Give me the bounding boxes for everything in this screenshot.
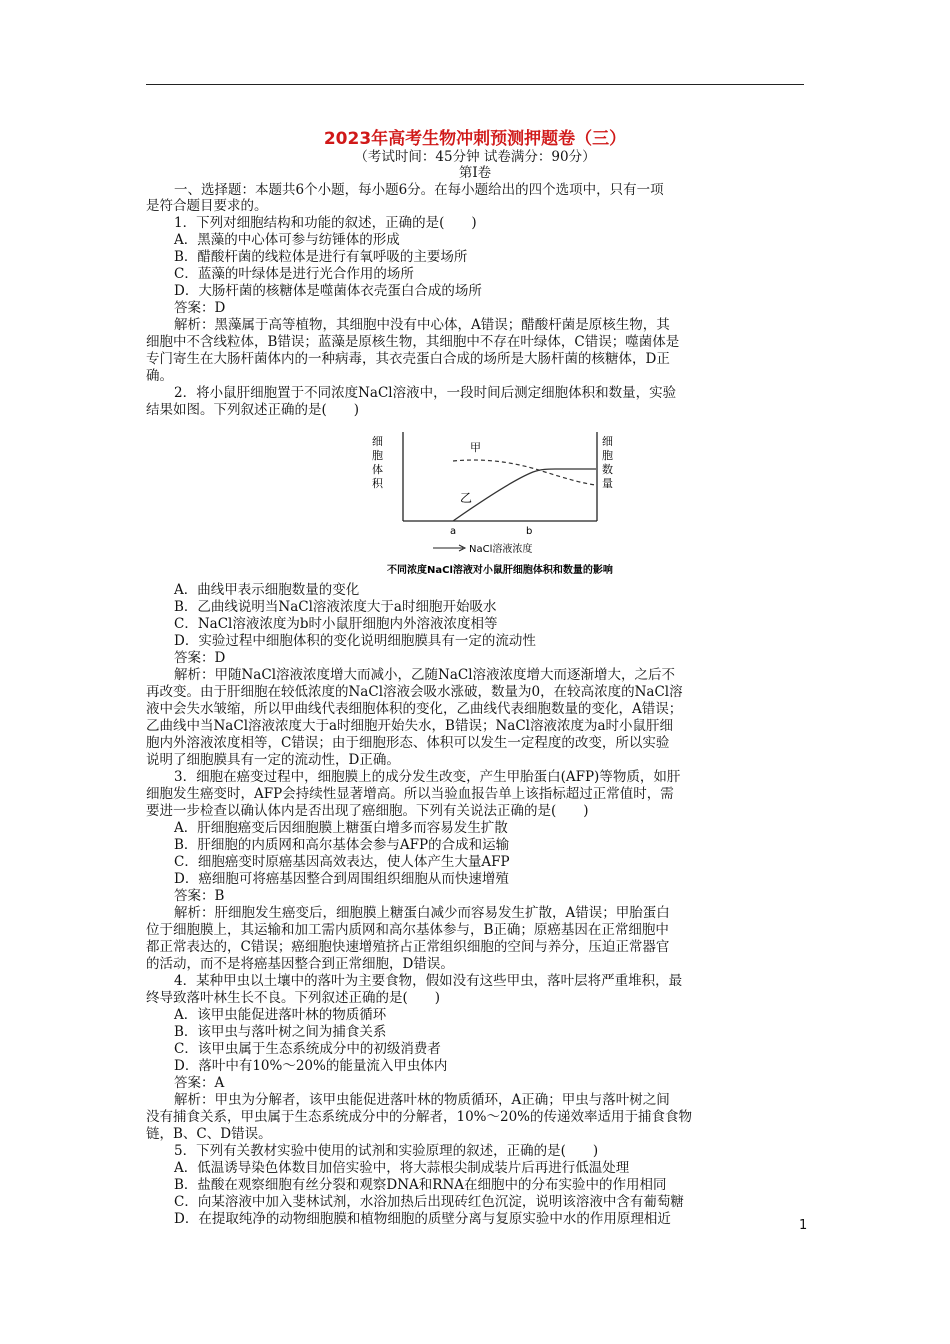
q2-analysis-line: 再改变。由于肝细胞在较低浓度的NaCl溶液会吸水涨破，数量为0，在较高浓度的NaCl溶 [146, 684, 683, 700]
figure-caption: 不同浓度NaCl溶液对小鼠肝细胞体积和数量的影响 [387, 565, 613, 576]
q2-analysis-line: 解析：甲随NaCl溶液浓度增大而减小，乙随NaCl溶液浓度增大而逐渐增大，之后不 [174, 667, 676, 683]
q1-stem: 1．下列对细胞结构和功能的叙述，正确的是( ) [174, 215, 477, 231]
tick-a: a [450, 526, 457, 537]
q3-option-a: A．肝细胞癌变后因细胞膜上糖蛋白增多而容易发生扩散 [174, 820, 508, 836]
q2-answer: 答案：D [174, 650, 226, 666]
q4-analysis-line: 没有捕食关系，甲虫属于生态系统成分中的分解者，10%～20%的传递效率适用于捕食食物 [146, 1109, 693, 1125]
y-left-char: 积 [372, 477, 383, 490]
q4-option-b: B．该甲虫与落叶树之间为捕食关系 [174, 1024, 387, 1040]
q1-option-a: A．黑藻的中心体可参与纺锤体的形成 [174, 232, 400, 248]
q1-option-d: D．大肠杆菌的核糖体是噬菌体衣壳蛋白合成的场所 [174, 283, 482, 299]
q4-analysis-line: 解析：甲虫为分解者，该甲虫能促进落叶林的物质循环，A正确；甲虫与落叶树之间 [174, 1092, 670, 1108]
curve-yi [453, 469, 596, 521]
q1-analysis-line: 确。 [146, 368, 173, 384]
exam-info: （考试时间：45分钟 试卷满分：90分） [354, 149, 596, 165]
q3-option-c: C．细胞癌变时原癌基因高效表达，使人体产生大量AFP [174, 854, 510, 870]
y-right-char: 量 [602, 477, 613, 490]
y-right-char: 数 [602, 463, 613, 476]
q2-option-c: C．NaCl溶液浓度为b时小鼠肝细胞内外溶液浓度相等 [174, 616, 498, 632]
tick-b: b [526, 526, 533, 537]
q4-answer: 答案：A [174, 1075, 225, 1091]
q4-option-a: A．该甲虫能促进落叶林的物质循环 [174, 1007, 387, 1023]
q2-option-b: B．乙曲线说明当NaCl溶液浓度大于a时细胞开始吸水 [174, 599, 497, 615]
q3-answer: 答案：B [174, 888, 225, 904]
q1-analysis-line: 细胞中不含线粒体，B错误；蓝藻是原核生物，其细胞中不存在叶绿体，C错误；噬菌体是 [146, 334, 680, 350]
section-intro: 一、选择题：本题共6个小题，每小题6分。在每小题给出的四个选项中，只有一项 [174, 182, 664, 198]
q3-stem-cont: 要进一步检查以确认体内是否出现了癌细胞。下列有关说法正确的是( ) [146, 803, 589, 819]
q3-analysis-line: 解析：肝细胞发生癌变后，细胞膜上糖蛋白减少而容易发生扩散，A错误；甲胎蛋白 [174, 905, 670, 921]
nacl-figure [365, 428, 635, 578]
curve-jia-label: 甲 [470, 441, 481, 454]
q2-option-a: A．曲线甲表示细胞数量的变化 [174, 582, 360, 598]
q2-analysis-line: 胞内外溶液浓度相等，C错误；由于细胞形态、体积可以发生一定程度的改变，所以实验 [146, 735, 670, 751]
q1-analysis-line: 解析：黑藻属于高等植物，其细胞中没有中心体，A错误；醋酸杆菌是原核生物，其 [174, 317, 670, 333]
q4-option-c: C．该甲虫属于生态系统成分中的初级消费者 [174, 1041, 441, 1057]
page-number: 1 [799, 1218, 808, 1233]
y-left-char: 胞 [372, 449, 383, 462]
x-axis-label: NaCl溶液浓度 [469, 544, 533, 555]
q3-analysis-line: 位于细胞膜上，其运输和加工需内质网和高尔基体参与，B正确；原癌基因在正常细胞中 [146, 922, 669, 938]
q4-option-d: D．落叶中有10%～20%的能量流入甲虫体内 [174, 1058, 448, 1074]
q3-option-d: D．癌细胞可将癌基因整合到周围组织细胞从而快速增殖 [174, 871, 509, 887]
y-right-char: 胞 [602, 449, 613, 462]
q2-analysis-line: 液中会失水皱缩，所以甲曲线代表细胞体积的变化，乙曲线代表细胞数量的变化，A错误； [146, 701, 683, 717]
q3-analysis-line: 的活动，而不是将癌基因整合到正常细胞，D错误。 [146, 956, 454, 972]
section-intro-cont: 是符合题目要求的。 [146, 198, 268, 214]
q4-stem-cont: 终导致落叶林生长不良。下列叙述正确的是( ) [146, 990, 441, 1006]
q2-analysis-line: 说明了细胞膜具有一定的流动性，D正确。 [146, 752, 400, 768]
q5-stem: 5．下列有关教材实验中使用的试剂和实验原理的叙述，正确的是( ) [174, 1143, 599, 1159]
q1-analysis-line: 专门寄生在大肠杆菌体内的一种病毒，其衣壳蛋白合成的场所是大肠杆菌的核糖体，D正 [146, 351, 670, 367]
q3-stem-cont: 细胞发生癌变时，AFP会持续性显著增高。所以当验血报告单上该指标超过正常值时，需 [146, 786, 674, 802]
paper-title: 2023年高考生物冲刺预测押题卷（三） [323, 129, 627, 149]
q4-stem: 4．某种甲虫以土壤中的落叶为主要食物，假如没有这些甲虫，落叶层将严重堆积，最 [174, 973, 683, 989]
curve-jia [453, 460, 596, 485]
y-right-char: 细 [602, 435, 613, 448]
q1-option-b: B．醋酸杆菌的线粒体是进行有氧呼吸的主要场所 [174, 249, 468, 265]
q3-option-b: B．肝细胞的内质网和高尔基体会参与AFP的合成和运输 [174, 837, 510, 853]
y-left-char: 细 [372, 435, 383, 448]
q5-option-c: C．向某溶液中加入斐林试剂，水浴加热后出现砖红色沉淀，说明该溶液中含有葡萄糖 [174, 1194, 684, 1210]
q4-analysis-line: 链，B、C、D错误。 [146, 1126, 272, 1142]
q5-option-b: B．盐酸在观察细胞有丝分裂和观察DNA和RNA在细胞中的分布实验中的作用相同 [174, 1177, 667, 1193]
q5-option-d: D．在提取纯净的动物细胞膜和植物细胞的质壁分离与复原实验中水的作用原理相近 [174, 1211, 671, 1227]
q2-stem-cont: 结果如图。下列叙述正确的是( ) [146, 402, 360, 418]
q3-analysis-line: 都正常表达的，C错误；癌细胞快速增殖挤占正常组织细胞的空间与养分，压迫正常器官 [146, 939, 670, 955]
q1-answer: 答案：D [174, 300, 226, 316]
q3-stem: 3．细胞在癌变过程中，细胞膜上的成分发生改变，产生甲胎蛋白(AFP)等物质，如肝 [174, 769, 681, 785]
q1-option-c: C．蓝藻的叶绿体是进行光合作用的场所 [174, 266, 414, 282]
curve-yi-label: 乙 [460, 491, 473, 505]
q2-stem: 2．将小鼠肝细胞置于不同浓度NaCl溶液中，一段时间后测定细胞体积和数量，实验 [174, 385, 677, 401]
q5-option-a: A．低温诱导染色体数目加倍实验中，将大蒜根尖制成装片后再进行低温处理 [174, 1160, 630, 1176]
q2-option-d: D．实验过程中细胞体积的变化说明细胞膜具有一定的流动性 [174, 633, 536, 649]
q2-analysis-line: 乙曲线中当NaCl溶液浓度大于a时细胞开始失水，B错误；NaCl溶液浓度为a时小鼠肝细 [146, 718, 674, 734]
volume-label: 第Ⅰ卷 [458, 165, 492, 181]
y-left-char: 体 [372, 463, 383, 476]
header-rule [146, 84, 804, 85]
